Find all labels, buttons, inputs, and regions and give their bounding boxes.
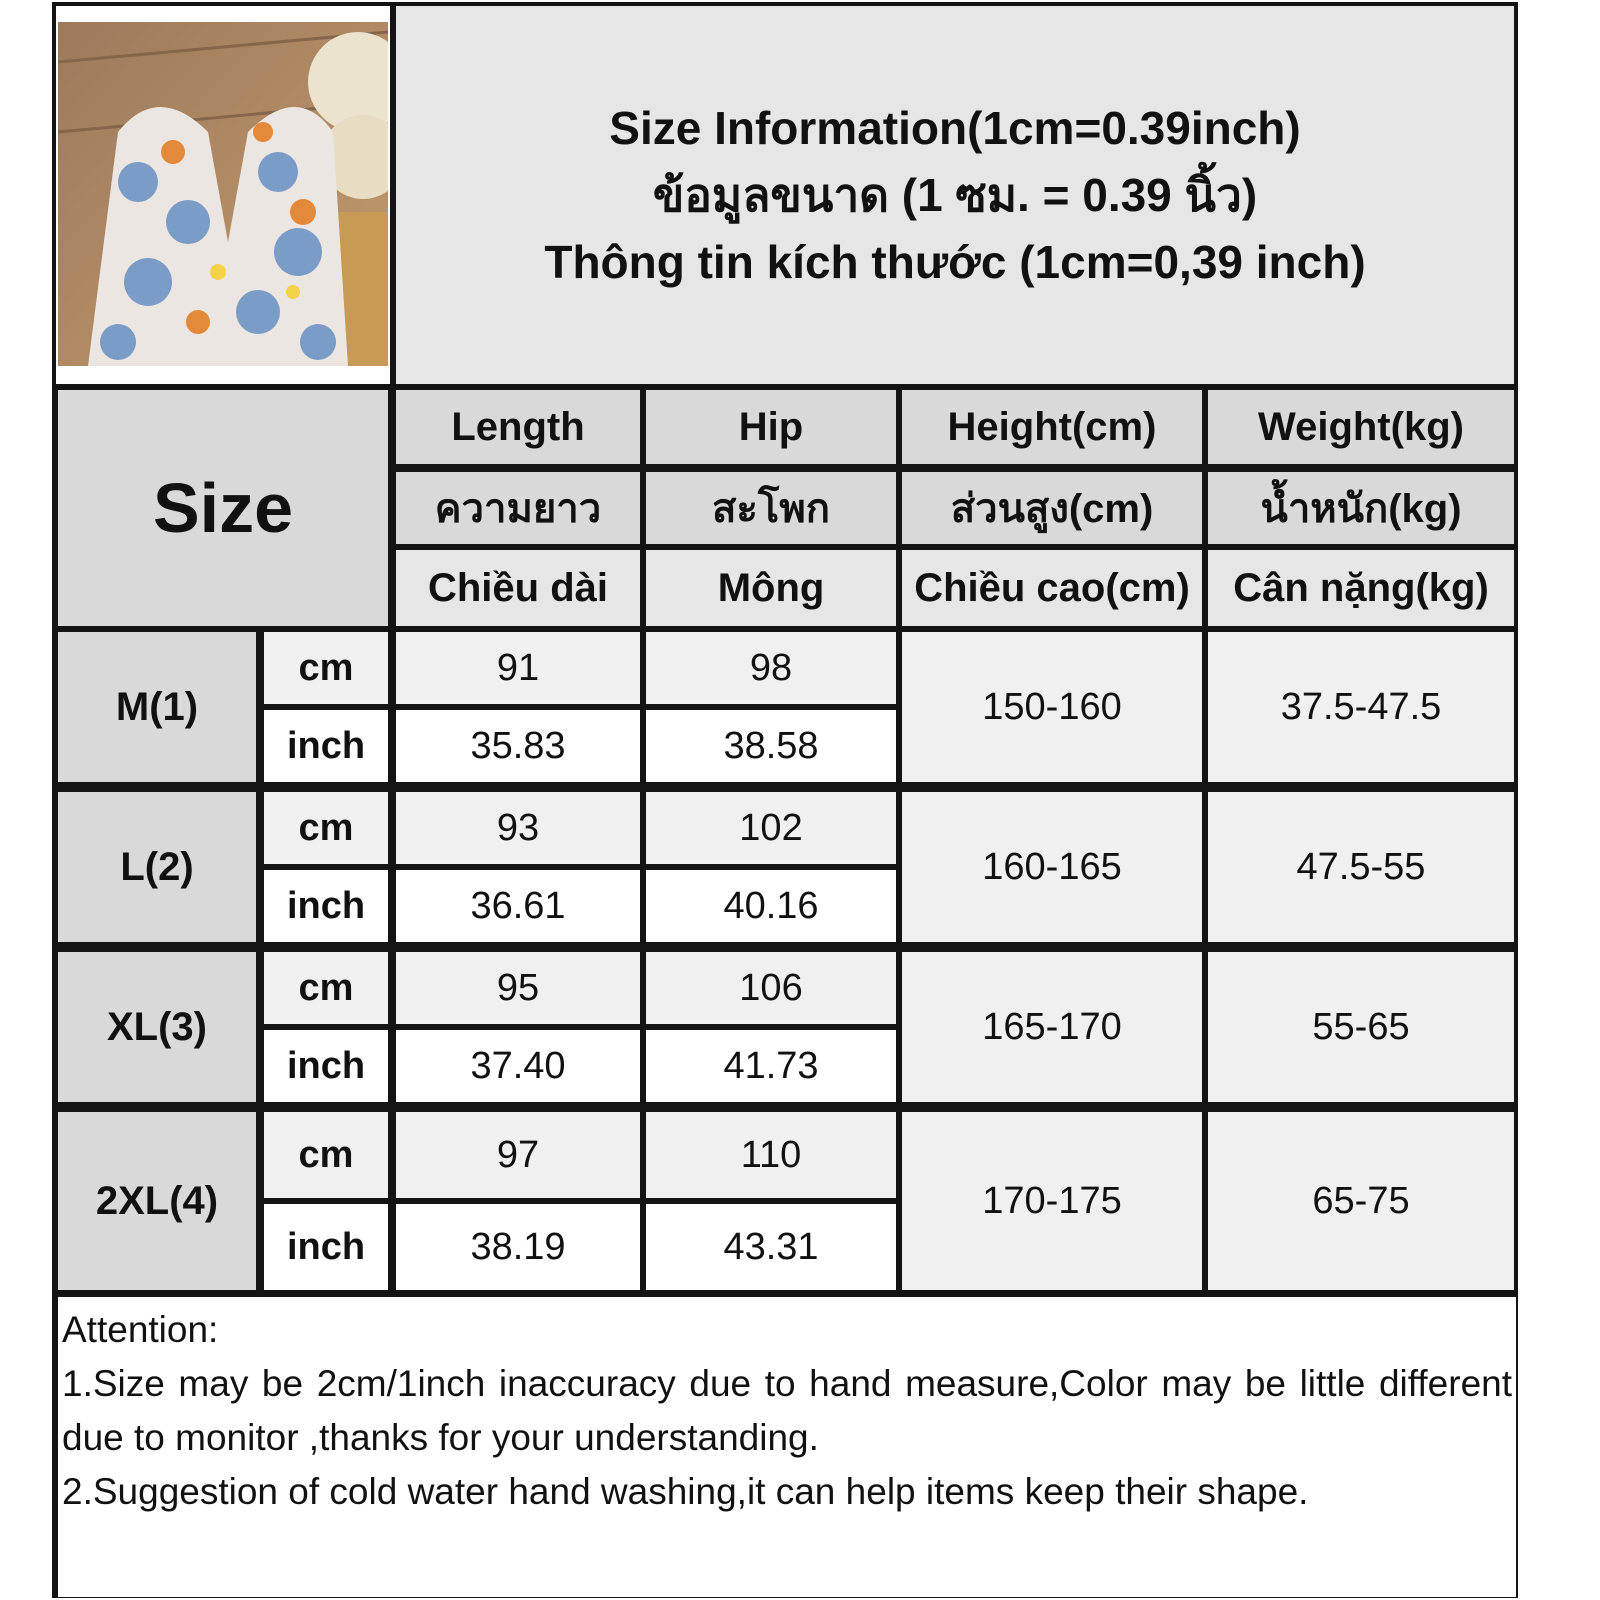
title-line-vietnamese: Thông tin kích thước (1cm=0,39 inch) [544, 235, 1366, 288]
unit-inch: inch [264, 1204, 388, 1290]
length-cm: 97 [396, 1112, 640, 1198]
pajama-pants-image [58, 22, 388, 366]
unit-inch: inch [264, 1030, 388, 1102]
length-cm: 93 [396, 792, 640, 864]
unit-cm: cm [264, 632, 388, 704]
hip-cm: 106 [646, 952, 896, 1024]
height-range: 150-160 [902, 632, 1202, 782]
height-range: 165-170 [902, 952, 1202, 1102]
unit-inch: inch [264, 710, 388, 782]
height-range: 170-175 [902, 1112, 1202, 1290]
hip-inch: 41.73 [646, 1030, 896, 1102]
header-weight-vi: Cân nặng(kg) [1208, 550, 1514, 626]
size-label-l: L(2) [58, 792, 256, 942]
header-hip-vi: Mông [646, 550, 896, 626]
weight-range: 47.5-55 [1208, 792, 1514, 942]
header-height-vi: Chiều cao(cm) [902, 550, 1202, 626]
header-weight-en: Weight(kg) [1208, 390, 1514, 464]
size-information-title [396, 6, 1514, 384]
length-inch: 37.40 [396, 1030, 640, 1102]
attention-notes [58, 1297, 1516, 1597]
weight-range: 55-65 [1208, 952, 1514, 1102]
unit-inch: inch [264, 870, 388, 942]
header-length-th: ความยาว [396, 472, 640, 544]
length-inch: 38.19 [396, 1204, 640, 1290]
unit-cm: cm [264, 792, 388, 864]
product-photo [58, 22, 388, 366]
header-hip-th: สะโพก [646, 472, 896, 544]
header-length-en: Length [396, 390, 640, 464]
hip-inch: 43.31 [646, 1204, 896, 1290]
hip-cm: 102 [646, 792, 896, 864]
size-label-xl: XL(3) [58, 952, 256, 1102]
size-header: Size [58, 390, 388, 626]
title-line-thai: ข้อมูลขนาด (1 ซม. = 0.39 นิ้ว) [652, 168, 1258, 221]
unit-cm: cm [264, 1112, 388, 1198]
title-line-english: Size Information(1cm=0.39inch) [609, 101, 1301, 154]
attention-line-1: 1.Size may be 2cm/1inch inaccuracy due to hand measure,Color may be little different due to monitor ,thanks for your understanding. [62, 1363, 1512, 1458]
header-height-th: ส่วนสูง(cm) [902, 472, 1202, 544]
weight-range: 65-75 [1208, 1112, 1514, 1290]
length-inch: 36.61 [396, 870, 640, 942]
weight-range: 37.5-47.5 [1208, 632, 1514, 782]
length-inch: 35.83 [396, 710, 640, 782]
header-height-en: Height(cm) [902, 390, 1202, 464]
attention-line-2: 2.Suggestion of cold water hand washing,it can help items keep their shape. [62, 1471, 1309, 1512]
hip-inch: 38.58 [646, 710, 896, 782]
size-label-2xl: 2XL(4) [58, 1112, 256, 1290]
header-hip-en: Hip [646, 390, 896, 464]
height-range: 160-165 [902, 792, 1202, 942]
length-cm: 95 [396, 952, 640, 1024]
hip-cm: 110 [646, 1112, 896, 1198]
header-length-vi: Chiều dài [396, 550, 640, 626]
hip-cm: 98 [646, 632, 896, 704]
hip-inch: 40.16 [646, 870, 896, 942]
size-label-m: M(1) [58, 632, 256, 782]
unit-cm: cm [264, 952, 388, 1024]
header-weight-th: น้ำหนัก(kg) [1208, 472, 1514, 544]
attention-heading: Attention: [62, 1309, 219, 1350]
length-cm: 91 [396, 632, 640, 704]
